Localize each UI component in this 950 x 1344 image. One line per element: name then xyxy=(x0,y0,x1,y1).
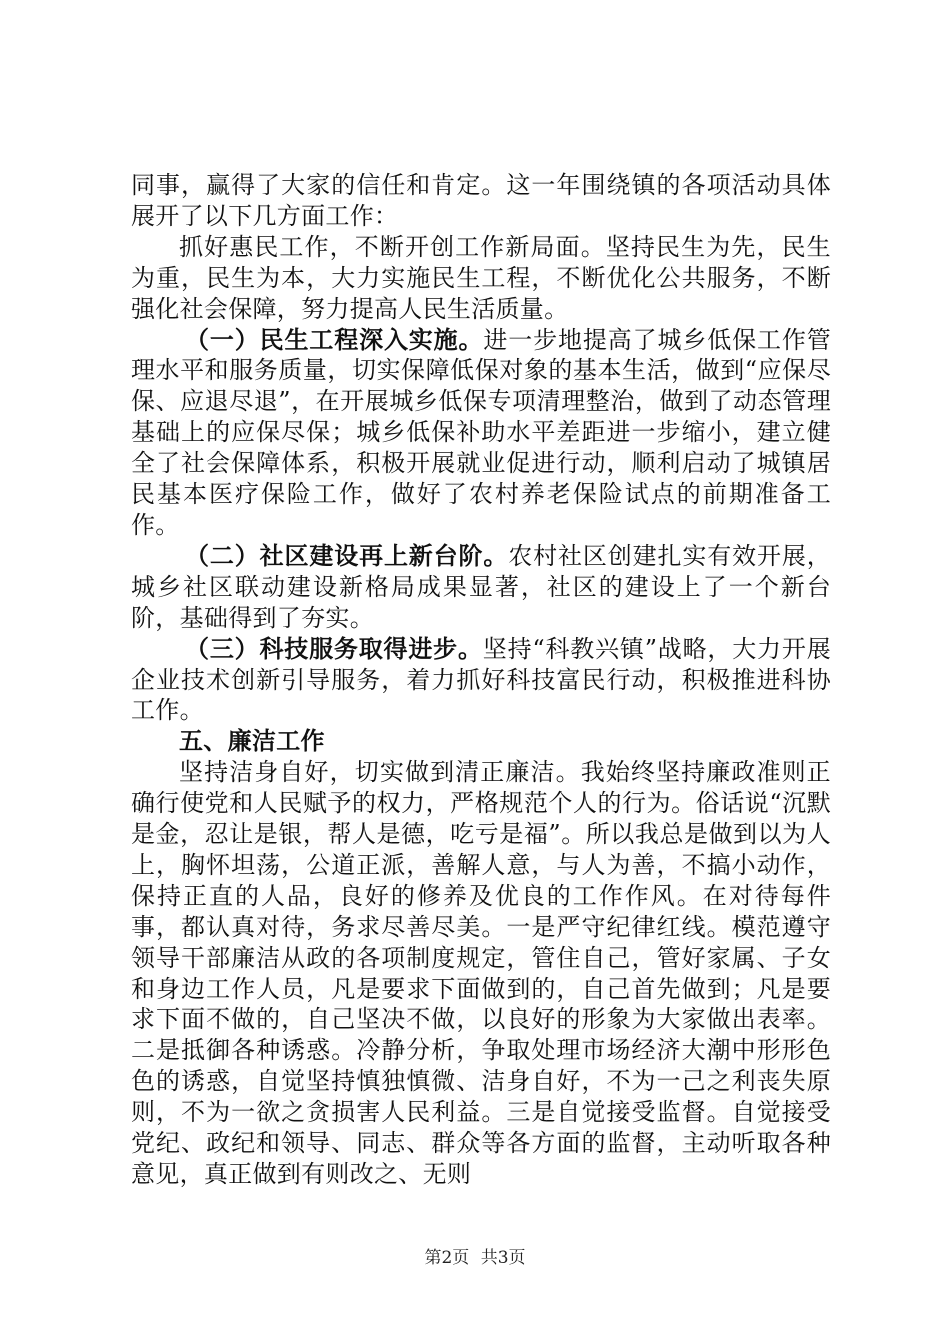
page-number: 第2页 xyxy=(424,1248,470,1268)
paragraph-keji-text: 坚持“科教兴镇”战略，大力开展企业技术创新引导服务，着力抓好科技富民行动，积极推进科协工作。 xyxy=(131,634,831,725)
paragraph-continuation: 同事，赢得了大家的信任和肯定。这一年围绕镇的各项活动具体展开了以下几方面工作： xyxy=(131,171,831,230)
page-footer xyxy=(0,1243,950,1268)
subheading-shequ: （二）社区建设再上新台阶。 xyxy=(185,540,509,570)
paragraph-shequ xyxy=(131,541,831,634)
paragraph-keji xyxy=(131,634,831,727)
page-total: 共3页 xyxy=(480,1248,526,1268)
paragraph-minsheng xyxy=(131,325,831,541)
paragraph-shequ-text: 农村社区创建扎实有效开展，城乡社区联动建设新格局成果显著，社区的建设上了一个新台阶，基础得到了夯实。 xyxy=(131,541,831,632)
section-heading-lianjie: 五、廉洁工作 xyxy=(179,726,325,756)
document-body xyxy=(131,170,831,1190)
paragraph-minsheng-text: 进一步地提高了城乡低保工作管理水平和服务质量，切实保障低保对象的基本生活，做到“应保尽保、应退尽退”，在开展城乡低保专项清理整治，做到了动态管理基础上的应保尽保；城乡低保补助水平差距进一步缩小，建立健全了社会保障体系，积极开展就业促进行动，顺利启动了城镇居民基本医疗保险工作，做好了农村养老保险试点的前期准备工作。 xyxy=(131,325,831,539)
paragraph-huimin: 抓好惠民工作，不断开创工作新局面。坚持民生为先，民生为重，民生为本，大力实施民生工程，不断优化公共服务，不断强化社会保障，努力提高人民生活质量。 xyxy=(131,232,831,323)
subheading-minsheng: （一）民生工程深入实施。 xyxy=(185,324,484,354)
subheading-keji: （三）科技服务取得进步。 xyxy=(185,633,483,663)
paragraph-lianjie: 坚持洁身自好，切实做到清正廉洁。我始终坚持廉政准则正确行使党和人民赋予的权力，严格规范个人的行为。俗话说“沉默是金，忍让是银，帮人是德，吃亏是福”。所以我总是做到以为人上，胸怀坦荡，公道正派，善解人意，与人为善，不搞小动作，保持正直的人品，良好的修养及优良的工作作风。在对待每件事，都认真对待，务求尽善尽美。一是严守纪律红线。模范遵守领导干部廉洁从政的各项制度规定，管住自己，管好家属、子女和身边工作人员，凡是要求下面做到的，自己首先做到；凡是要求下面不做的，自己坚决不做，以良好的形象为大家做出表率。二是抵御各种诱惑。冷静分析，争取处理市场经济大潮中形形色色的诱惑，自觉坚持慎独慎微、洁身自好，不为一己之利丧失原则，不为一欲之贪损害人民利益。三是自觉接受监督。自觉接受党纪、政纪和领导、同志、群众等各方面的监督，主动听取各种意见，真正做到有则改之、无则 xyxy=(131,758,831,1188)
